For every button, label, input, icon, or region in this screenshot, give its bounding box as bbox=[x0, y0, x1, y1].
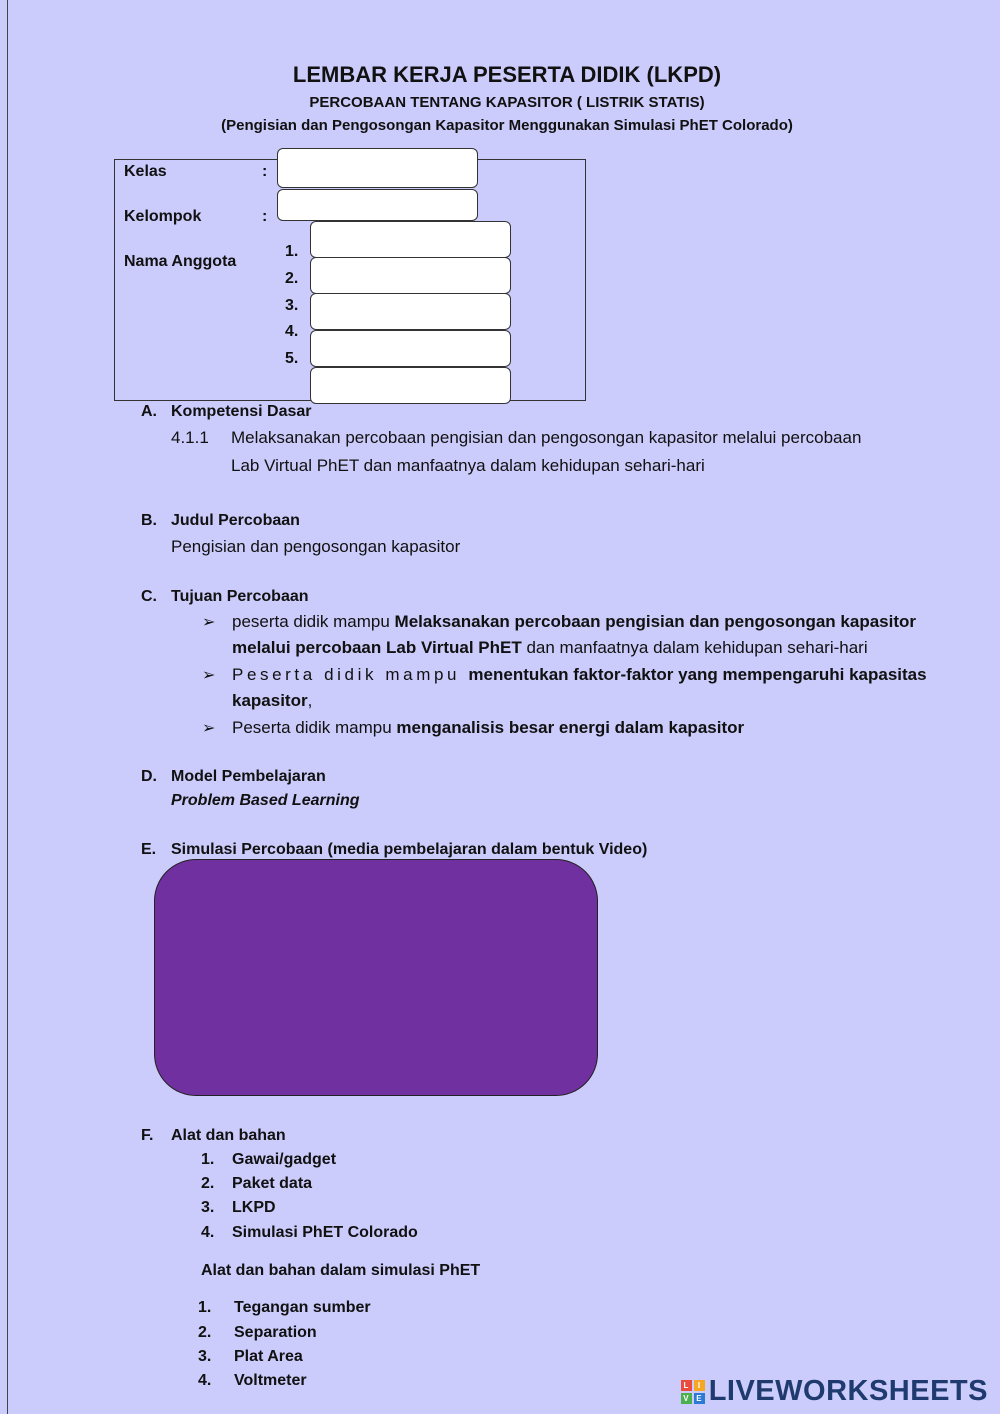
phet-item: Separation bbox=[234, 1324, 317, 1341]
alat-item: LKPD bbox=[232, 1199, 276, 1216]
phet-item: Tegangan sumber bbox=[234, 1299, 371, 1316]
member-input-4[interactable] bbox=[310, 330, 511, 367]
tujuan-3-bold: menganalisis besar energi dalam kapasitor bbox=[396, 718, 745, 737]
section-b-letter: B. bbox=[141, 512, 157, 529]
section-d-title: Model Pembelajaran bbox=[171, 768, 326, 785]
alat-number: 3. bbox=[201, 1199, 215, 1216]
phet-number: 4. bbox=[198, 1372, 212, 1389]
phet-number: 3. bbox=[198, 1348, 212, 1365]
tujuan-2-bold: menentukan faktor-faktor yang mempengaruhi kapasitas bbox=[468, 665, 927, 684]
member-input-1[interactable] bbox=[310, 221, 511, 258]
phet-number: 1. bbox=[198, 1299, 212, 1316]
section-e-title: Simulasi Percobaan (media pembelajaran dalam bentuk Video) bbox=[171, 841, 648, 858]
kelas-colon: : bbox=[262, 163, 268, 180]
member-number-1: 1. bbox=[285, 243, 299, 260]
worksheet-title: LEMBAR KERJA PESERTA DIDIK (LKPD) bbox=[292, 62, 722, 87]
kelas-input[interactable] bbox=[277, 148, 478, 188]
left-margin-rule bbox=[7, 0, 8, 1414]
liveworksheets-logo-icon bbox=[681, 1380, 705, 1404]
member-input-5[interactable] bbox=[310, 367, 511, 404]
tujuan-3-normal: Peserta didik mampu bbox=[232, 718, 397, 737]
section-f-letter: F. bbox=[141, 1127, 154, 1144]
kelas-label: Kelas bbox=[124, 163, 167, 180]
section-c-title: Tujuan Percobaan bbox=[171, 588, 309, 605]
worksheet-subtitle: PERCOBAAN TENTANG KAPASITOR ( LISTRIK STATIS) bbox=[309, 94, 705, 111]
judul-text: Pengisian dan pengosongan kapasitor bbox=[171, 537, 461, 556]
alat-number: 4. bbox=[201, 1224, 215, 1241]
worksheet-subtitle-detail: (Pengisian dan Pengosongan Kapasitor Menggunakan Simulasi PhET Colorado) bbox=[221, 117, 793, 134]
phet-subtitle: Alat dan bahan dalam simulasi PhET bbox=[201, 1262, 481, 1279]
alat-item: Paket data bbox=[232, 1175, 313, 1192]
tujuan-item-2-line1 bbox=[232, 665, 927, 685]
section-b-title: Judul Percobaan bbox=[171, 512, 300, 529]
tujuan-2-tail: , bbox=[307, 691, 313, 710]
member-number-5: 5. bbox=[285, 350, 299, 367]
tujuan-item-3 bbox=[232, 718, 744, 738]
member-number-4: 4. bbox=[285, 323, 299, 340]
section-a-title: Kompetensi Dasar bbox=[171, 403, 312, 420]
tujuan-2-bold2: kapasitor bbox=[232, 691, 308, 710]
tujuan-2-normal: Peserta didik mampu bbox=[232, 665, 469, 684]
kd-text-line2: Lab Virtual PhET dan manfaatnya dalam kehidupan sehari-hari bbox=[231, 456, 705, 475]
section-f-title: Alat dan bahan bbox=[171, 1127, 286, 1144]
alat-number: 1. bbox=[201, 1151, 215, 1168]
logo-mark-tile: I bbox=[694, 1380, 705, 1391]
kelompok-input[interactable] bbox=[277, 189, 478, 221]
logo-mark-tile: V bbox=[681, 1393, 692, 1404]
member-input-2[interactable] bbox=[310, 257, 511, 294]
tujuan-1-normal: peserta didik mampu bbox=[232, 612, 395, 631]
liveworksheets-logo bbox=[681, 1375, 988, 1408]
tujuan-item-1-line1 bbox=[232, 612, 916, 632]
phet-item: Plat Area bbox=[234, 1348, 303, 1365]
tujuan-1-tail: dan manfaatnya dalam kehidupan sehari-hari bbox=[521, 638, 868, 657]
alat-number: 2. bbox=[201, 1175, 215, 1192]
alat-item: Gawai/gadget bbox=[232, 1151, 337, 1168]
model-text: Problem Based Learning bbox=[171, 792, 360, 809]
kd-text-line1: Melaksanakan percobaan pengisian dan pengosongan kapasitor melalui percobaan bbox=[231, 428, 862, 447]
tujuan-1-bold2: melalui percobaan Lab Virtual PhET bbox=[232, 638, 522, 657]
kelompok-colon: : bbox=[262, 208, 268, 225]
phet-item: Voltmeter bbox=[234, 1372, 307, 1389]
section-a-letter: A. bbox=[141, 403, 157, 420]
tujuan-item-2-line2 bbox=[232, 691, 312, 711]
section-c-letter: C. bbox=[141, 588, 157, 605]
video-player[interactable] bbox=[154, 859, 598, 1096]
liveworksheets-logo-text: LIVEWORKSHEETS bbox=[708, 1375, 988, 1407]
logo-mark-tile: E bbox=[694, 1393, 705, 1404]
arrow-bullet-icon: ➢ bbox=[202, 667, 216, 684]
section-e-letter: E. bbox=[141, 841, 157, 858]
alat-item: Simulasi PhET Colorado bbox=[232, 1224, 418, 1241]
nama-anggota-label: Nama Anggota bbox=[124, 253, 237, 270]
arrow-bullet-icon: ➢ bbox=[202, 614, 216, 631]
arrow-bullet-icon: ➢ bbox=[202, 720, 216, 737]
tujuan-1-bold: Melaksanakan percobaan pengisian dan pengosongan kapasitor bbox=[394, 612, 917, 631]
logo-mark-tile: L bbox=[681, 1380, 692, 1391]
kd-code: 4.1.1 bbox=[171, 428, 209, 447]
tujuan-item-1-line2 bbox=[232, 638, 868, 658]
kelompok-label: Kelompok bbox=[124, 208, 202, 225]
phet-number: 2. bbox=[198, 1324, 212, 1341]
member-number-2: 2. bbox=[285, 270, 299, 287]
member-input-3[interactable] bbox=[310, 293, 511, 330]
section-d-letter: D. bbox=[141, 768, 157, 785]
member-number-3: 3. bbox=[285, 297, 299, 314]
